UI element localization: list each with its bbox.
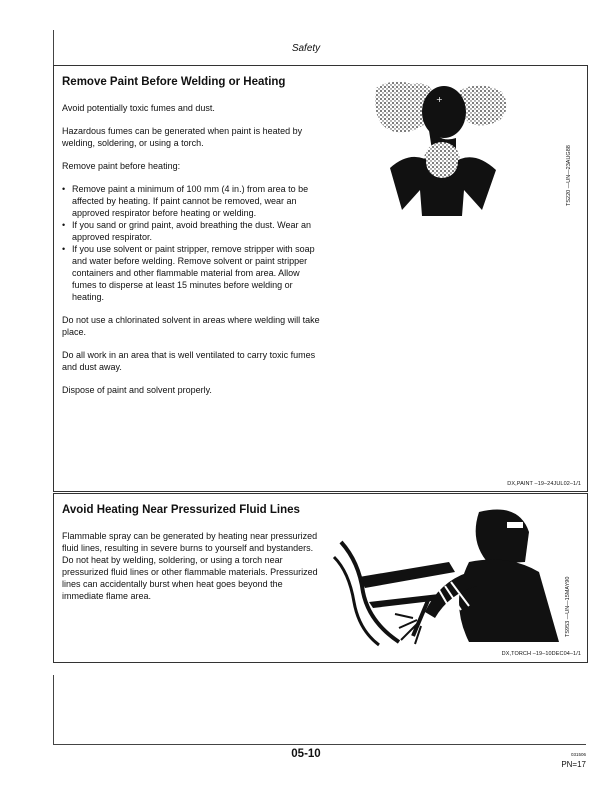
print-code: 031506 [570, 752, 586, 757]
paragraph: Do all work in an area that is well ventilated to carry toxic fumes and dust away. [62, 350, 316, 372]
section-remove-paint [53, 65, 588, 492]
doc-reference: DX,PAINT –19–24JUL02–1/1 [507, 481, 581, 487]
paragraph: Remove paint before heating: [62, 161, 181, 171]
svg-text:+: + [436, 95, 443, 104]
bullet-list [62, 183, 324, 303]
pn-label: PN=17 [561, 760, 586, 769]
bullet-item: • If you use solvent or paint stripper, remove stripper with soap and water before welding. Remove solvent or paint stripper containers and other flammable material from area. Allow fumes to disperse at least 15 minutes before welding or heating. [72, 243, 324, 303]
paragraph: Hazardous fumes can be generated when paint is heated by welding, soldering, or using a torch. [62, 126, 303, 148]
torch-hazard-illustration [329, 502, 564, 647]
paragraph: Flammable spray can be generated by heating near pressurized fluid lines, resulting in severe burns to yourself and bystanders. Do not heat by welding, soldering, or using a torch near pressurized fluid lines or other flammable materials. Pressurized lines can accidentally burst when heat goes beyond the immediate flame area. [62, 531, 318, 601]
paragraph: Dispose of paint and solvent properly. [62, 385, 212, 395]
section-body [62, 102, 324, 407]
section-title: Remove Paint Before Welding or Heating [62, 76, 286, 88]
toxic-fumes-illustration [372, 78, 562, 228]
bullet-item: • If you sand or grind paint, avoid breathing the dust. Wear an approved respirator. [72, 219, 324, 243]
image-code: TS220 —UN—23AUG88 [566, 145, 572, 206]
left-margin-rule-bottom [53, 675, 54, 745]
doc-reference: DX,TORCH –19–10DEC04–1/1 [501, 651, 581, 657]
page-number: 05-10 [291, 748, 321, 760]
image-code: TS953 —UN—15MAY90 [565, 576, 571, 637]
header-title: Safety [291, 43, 321, 54]
section-body [62, 530, 324, 613]
paragraph: Avoid potentially toxic fumes and dust. [62, 103, 215, 113]
paragraph: Do not use a chlorinated solvent in areas where welding will take place. [62, 315, 320, 337]
footer-rule [53, 744, 586, 745]
bullet-item: • Remove paint a minimum of 100 mm (4 in.) from area to be affected by heating. If paint cannot be removed, wear an approved respirator before heating or welding. [72, 183, 324, 219]
section-title: Avoid Heating Near Pressurized Fluid Lines [62, 504, 300, 516]
section-avoid-heating [53, 493, 588, 663]
